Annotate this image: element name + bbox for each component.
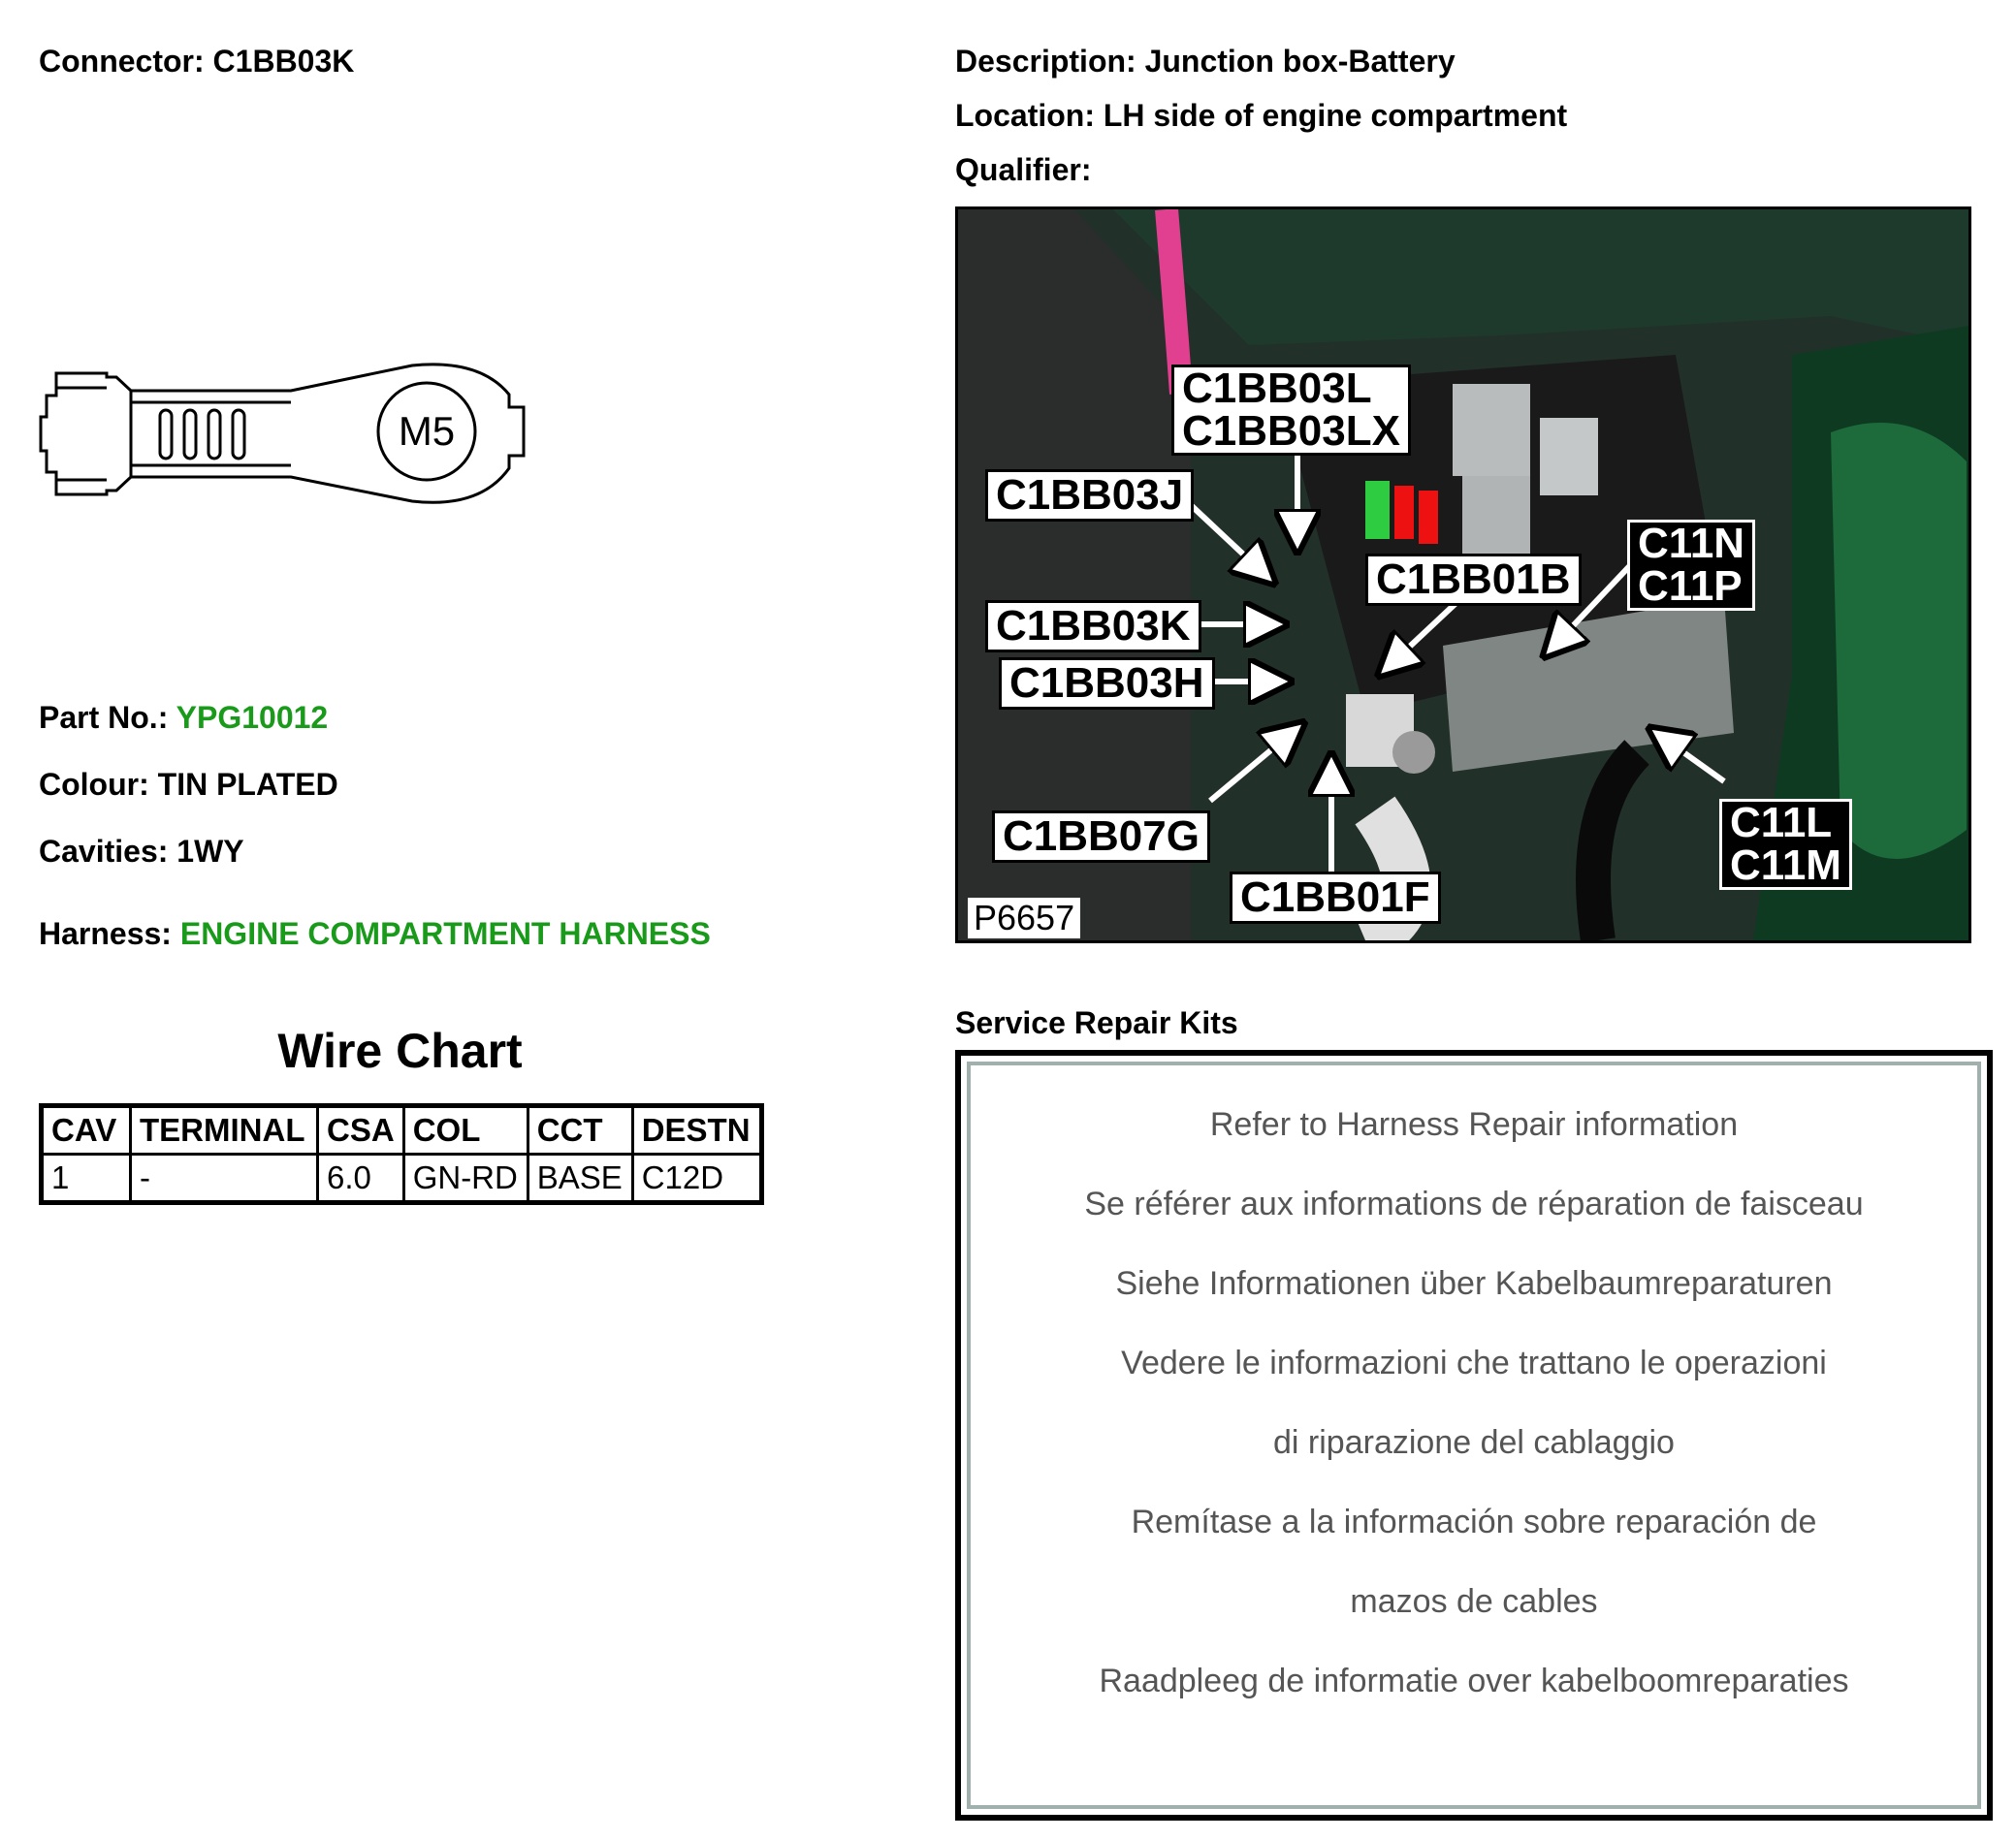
qualifier-field xyxy=(955,152,1091,188)
connector-value: C1BB03K xyxy=(212,44,355,79)
description-value: Junction box-Battery xyxy=(1144,44,1456,79)
photo-label-c1bb03k: C1BB03K xyxy=(985,600,1201,652)
junction-box-photo xyxy=(955,206,1971,943)
qualifier-label: Qualifier: xyxy=(955,152,1092,187)
connector-label: Connector: xyxy=(39,44,205,79)
header-destn: DESTN xyxy=(632,1106,761,1155)
header-cct: CCT xyxy=(528,1106,632,1155)
wire-chart-table xyxy=(39,1103,764,1205)
cell-destn: C12D xyxy=(632,1155,761,1203)
photo-label-c1bb03lx: C1BB03LX xyxy=(1182,407,1400,455)
cell-col: GN-RD xyxy=(403,1155,528,1203)
kit-line: mazos de cables xyxy=(1350,1583,1598,1620)
location-value: LH side of engine compartment xyxy=(1103,98,1568,133)
kit-line: Se référer aux informations de réparation de faisceau xyxy=(1084,1186,1864,1222)
cavities-field xyxy=(39,834,244,870)
photo-label-c11p: C11P xyxy=(1638,562,1743,610)
header-cav: CAV xyxy=(42,1106,131,1155)
kit-line: di riparazione del cablaggio xyxy=(1273,1424,1675,1461)
header-terminal: TERMINAL xyxy=(131,1106,318,1155)
part-no-field xyxy=(39,700,328,736)
harness-value[interactable]: ENGINE COMPARTMENT HARNESS xyxy=(179,916,711,951)
location-field xyxy=(955,98,1567,134)
stud-size-label: M5 xyxy=(398,408,456,454)
ring-terminal-drawing xyxy=(39,354,533,523)
kit-line: Vedere le informazioni che trattano le operazioni xyxy=(1121,1345,1827,1381)
description-label: Description: xyxy=(955,44,1136,79)
photo-label-c11n: C11N xyxy=(1638,520,1745,567)
header-csa: CSA xyxy=(318,1106,404,1155)
kit-line: Refer to Harness Repair information xyxy=(1209,1106,1739,1143)
photo-label-c1bb03l: C1BB03L xyxy=(1182,365,1372,412)
colour-field xyxy=(39,767,338,803)
kit-line: Raadpleeg de informatie over kabelboomreparaties xyxy=(1099,1663,1849,1699)
photo-label-c1bb01b: C1BB01B xyxy=(1365,554,1582,606)
photo-label-c11m: C11M xyxy=(1730,841,1841,889)
table-row xyxy=(42,1155,762,1203)
part-no-value[interactable]: YPG10012 xyxy=(176,700,329,735)
harness-field xyxy=(39,916,711,952)
kit-line: Remítase a la información sobre reparación de xyxy=(1131,1504,1817,1540)
cavities-value: 1WY xyxy=(176,834,244,869)
connector-field xyxy=(39,44,354,79)
photo-label-c11l: C11L xyxy=(1730,799,1833,846)
wire-chart-header-row xyxy=(42,1106,762,1155)
header-col: COL xyxy=(403,1106,528,1155)
cell-cav: 1 xyxy=(42,1155,131,1203)
photo-code: P6657 xyxy=(968,898,1080,938)
photo-label-c1bb03l-group xyxy=(1171,365,1411,456)
photo-label-c1bb07g: C1BB07G xyxy=(992,810,1210,863)
cavities-label: Cavities: xyxy=(39,834,169,869)
description-field xyxy=(955,44,1456,79)
colour-label: Colour: xyxy=(39,767,149,802)
photo-label-c1bb01f: C1BB01F xyxy=(1230,872,1441,924)
service-repair-kits-inner xyxy=(967,1062,1981,1809)
wire-chart-title: Wire Chart xyxy=(277,1024,523,1078)
cell-csa: 6.0 xyxy=(318,1155,404,1203)
photo-label-c11n-group xyxy=(1627,520,1755,611)
colour-value: TIN PLATED xyxy=(157,767,338,802)
service-repair-kits-box xyxy=(955,1050,1993,1821)
part-no-label: Part No.: xyxy=(39,700,169,735)
service-repair-kits-title: Service Repair Kits xyxy=(955,1005,1238,1040)
kit-line: Siehe Informationen über Kabelbaumreparaturen xyxy=(1115,1265,1833,1302)
photo-label-c1bb03h: C1BB03H xyxy=(999,657,1215,710)
cell-cct: BASE xyxy=(528,1155,632,1203)
location-label: Location: xyxy=(955,98,1095,133)
cell-terminal: - xyxy=(131,1155,318,1203)
photo-label-c1bb03j: C1BB03J xyxy=(985,469,1194,522)
harness-label: Harness: xyxy=(39,916,172,951)
photo-label-c11l-group xyxy=(1719,799,1852,890)
